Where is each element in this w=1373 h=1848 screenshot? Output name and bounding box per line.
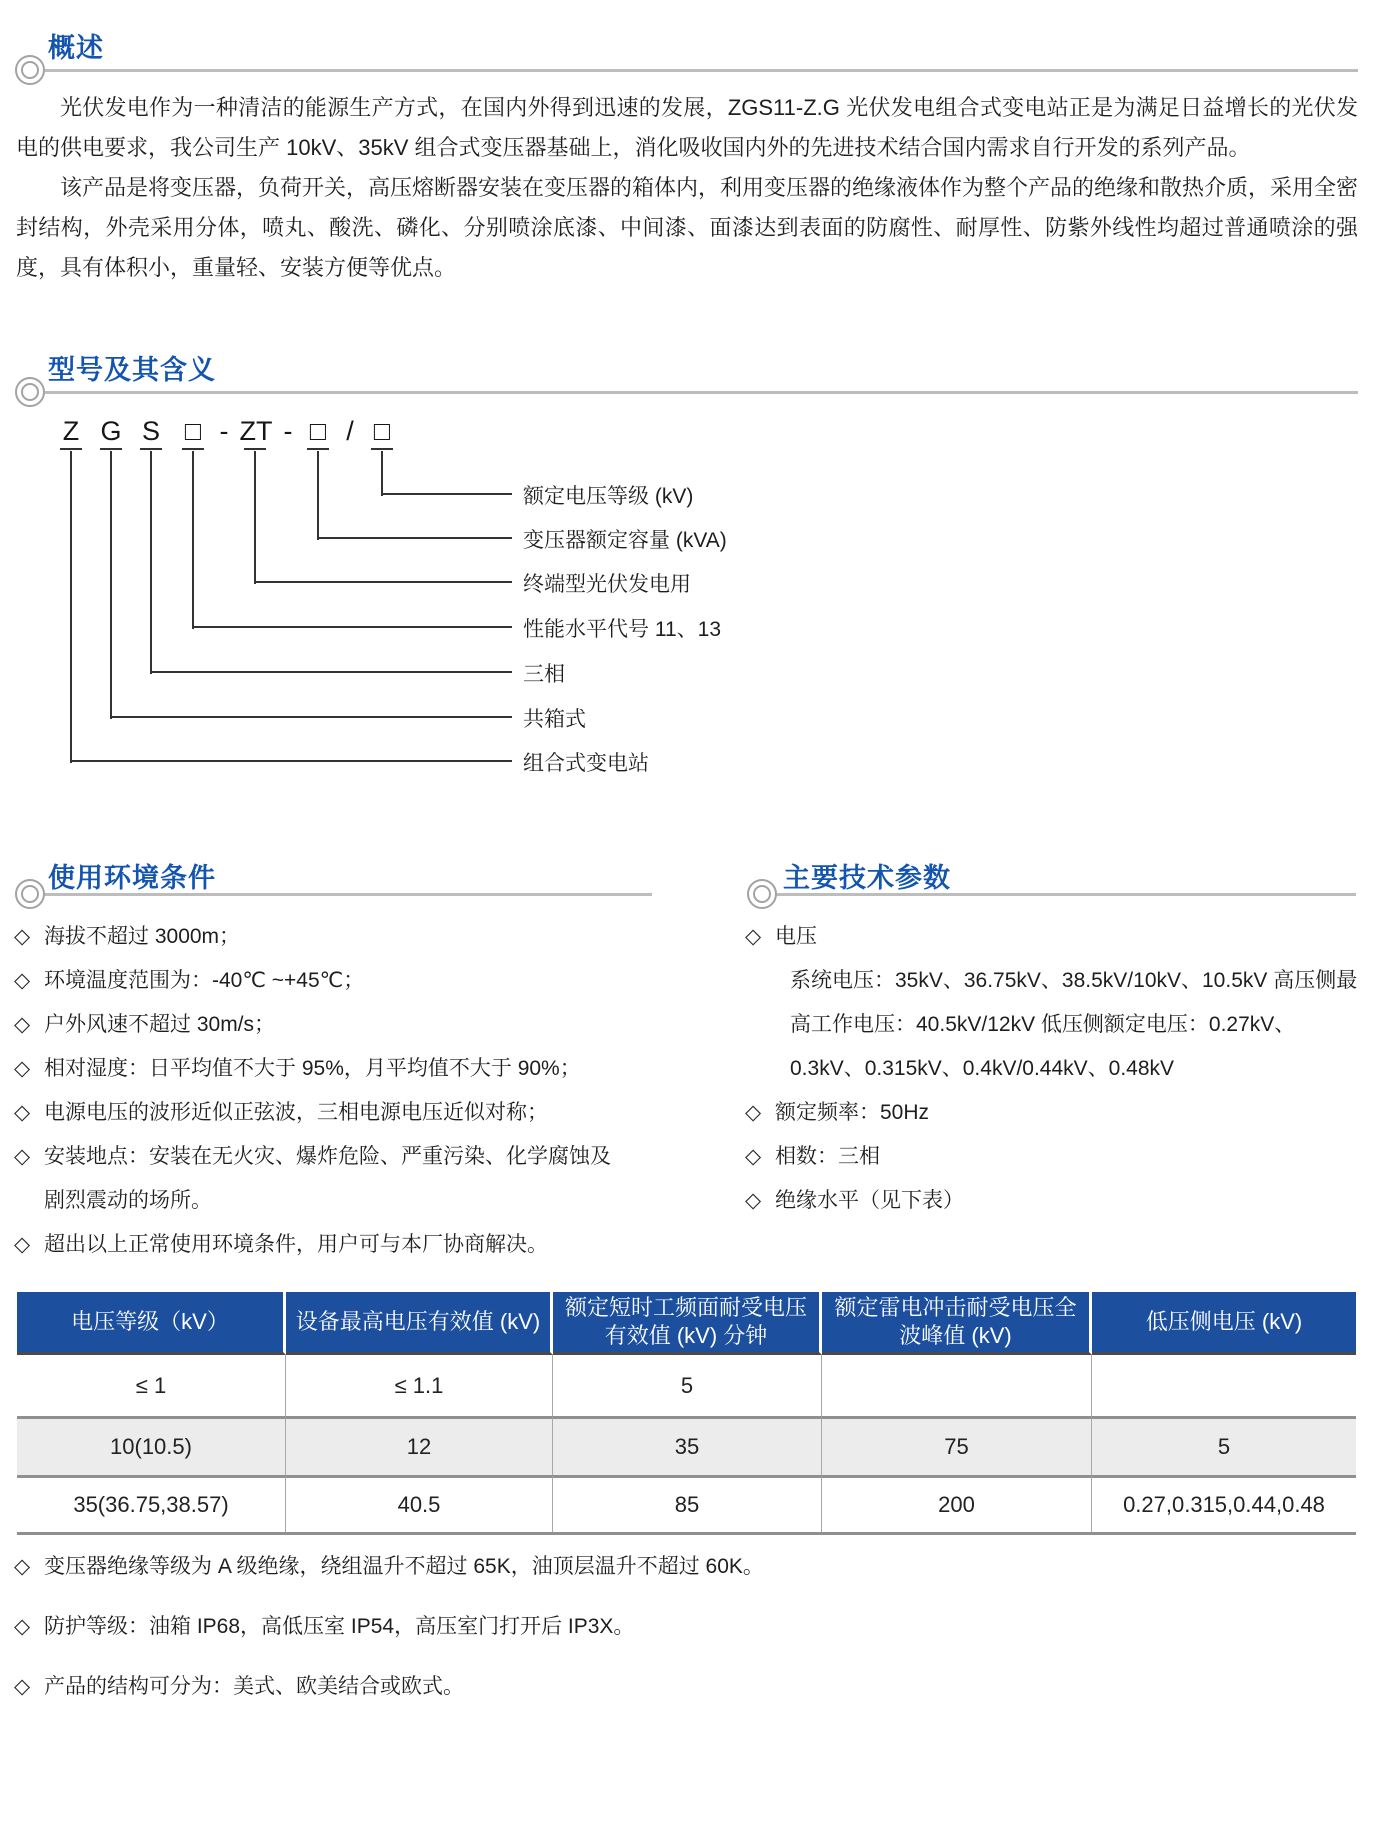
list-item-text: 电源电压的波形近似正弦波，三相电源电压近似对称；: [44, 1101, 548, 1124]
table-cell: 35(36.75,38.57): [17, 1475, 286, 1532]
overview-section-divider: [40, 69, 1358, 72]
list-item-text: 电压: [775, 925, 817, 948]
list-item-text: 超出以上正常使用环境条件，用户可与本厂协商解决。: [44, 1233, 548, 1256]
model-label: 变压器额定容量 (kVA): [523, 529, 727, 552]
overview-paragraph: 光伏发电作为一种清洁的能源生产方式，在国内外得到迅速的发展，ZGS11-Z.G 光伏发电组合式变电站正是为满足日益增长的光伏发电的供电要求，我公司生产 10kV、35kV 组合式变压器基础上，消化吸收国内外的先进技术结合国内需求自行开发的系列产品。: [16, 95, 1358, 160]
connector-line: [317, 451, 319, 540]
connector-line: [317, 537, 512, 539]
ring-inner-circle: [21, 885, 39, 903]
list-item: [14, 959, 662, 1003]
connector-line: [381, 451, 383, 496]
parameters-section-title: 主要技术参数: [783, 863, 951, 893]
list-item: [745, 915, 1359, 959]
table-cell: 5: [1092, 1416, 1356, 1475]
table-cell: 12: [286, 1416, 553, 1475]
model-label: 额定电压等级 (kV): [523, 485, 694, 508]
connector-line: [110, 451, 112, 719]
list-item-text: 户外风速不超过 30m/s；: [44, 1013, 276, 1036]
table-cell: ≤ 1.1: [286, 1355, 553, 1416]
model-code-box: □: [373, 416, 391, 446]
tick-mark: [100, 448, 122, 450]
overview-section-title: 概述: [48, 33, 104, 63]
connector-line: [150, 671, 512, 673]
parameters-section-divider: [775, 893, 1356, 896]
model-label: 终端型光伏发电用: [523, 573, 691, 596]
model-code-part: Z: [62, 416, 80, 446]
list-item-text: 绝缘水平（见下表）: [775, 1189, 964, 1212]
list-item: [745, 1091, 1359, 1135]
list-item: [14, 1135, 662, 1223]
environment-section-title: 使用环境条件: [48, 863, 216, 893]
note-item: [14, 1552, 1354, 1582]
table-header-cell: 额定短时工频面耐受电压有效值 (kV) 分钟: [553, 1292, 822, 1355]
list-item: [14, 915, 662, 959]
list-item-text: 额定频率：50Hz: [775, 1101, 930, 1124]
model-code-part: G: [100, 416, 122, 446]
diamond-bullet-icon: ◇: [745, 1145, 762, 1168]
tick-mark: [140, 448, 162, 450]
model-code-separator: -: [283, 416, 293, 446]
diamond-bullet-icon: ◇: [14, 969, 31, 992]
list-item: [14, 1091, 662, 1135]
model-section-divider: [40, 391, 1358, 394]
tick-mark: [307, 448, 329, 450]
diamond-bullet-icon: ◇: [14, 1675, 31, 1698]
section-ring-icon: [15, 377, 45, 407]
list-item: [14, 1003, 662, 1047]
table-cell: 5: [553, 1355, 822, 1416]
list-item: [14, 1047, 662, 1091]
list-item-text: 安装地点：安装在无火灾、爆炸危险、严重污染、化学腐蚀及剧烈震动的场所。: [44, 1145, 611, 1212]
parameters-list: [745, 915, 1359, 1223]
diamond-bullet-icon: ◇: [745, 1101, 762, 1124]
overview-paragraph: 该产品是将变压器，负荷开关，高压熔断器安装在变压器的箱体内，利用变压器的绝缘液体作为整个产品的绝缘和散热介质，采用全密封结构，外壳采用分体，喷丸、酸洗、磷化、分别喷涂底漆、中间漆、面漆达到表面的防腐性、耐厚性、防紫外线性均超过普通喷涂的强度，具有体积小，重量轻、安装方便等优点。: [16, 175, 1359, 280]
connector-line: [150, 451, 152, 674]
table-header-cell: 额定雷电冲击耐受电压全波峰值 (kV): [822, 1292, 1092, 1355]
diamond-bullet-icon: ◇: [14, 1013, 31, 1036]
overview-paragraphs: [16, 88, 1358, 288]
notes-list: [14, 1552, 1354, 1732]
list-item-text: 相数：三相: [775, 1145, 880, 1168]
diamond-bullet-icon: ◇: [14, 1145, 31, 1168]
diamond-bullet-icon: ◇: [745, 925, 762, 948]
spec-table: [17, 1292, 1356, 1535]
model-code-box: □: [184, 416, 202, 446]
diamond-bullet-icon: ◇: [14, 1615, 31, 1638]
table-cell: ≤ 1: [17, 1355, 286, 1416]
list-item: [745, 1135, 1359, 1179]
model-label: 组合式变电站: [523, 752, 649, 775]
environment-section-divider: [40, 893, 652, 896]
connector-line: [70, 760, 512, 762]
model-code-part: ZT: [239, 416, 273, 446]
model-code-separator: -: [219, 416, 229, 446]
diamond-bullet-icon: ◇: [14, 925, 31, 948]
note-item: [14, 1612, 1354, 1642]
note-text: 变压器绝缘等级为 A 级绝缘，绕组温升不超过 65K，油顶层温升不超过 60K。: [44, 1555, 764, 1578]
connector-line: [254, 451, 256, 584]
model-label: 共箱式: [523, 708, 586, 731]
table-cell: 0.27,0.315,0.44,0.48: [1092, 1475, 1356, 1532]
list-item-text: 相对湿度：日平均值不大于 95%，月平均值不大于 90%；: [44, 1057, 581, 1080]
table-cell: 85: [553, 1475, 822, 1532]
ring-inner-circle: [753, 885, 771, 903]
table-cell: [822, 1355, 1092, 1416]
list-item: [745, 1179, 1359, 1223]
tick-mark: [244, 448, 266, 450]
table-header-cell: 低压侧电压 (kV): [1092, 1292, 1356, 1355]
diamond-bullet-icon: ◇: [14, 1555, 31, 1578]
connector-line: [192, 626, 512, 628]
model-code-part: S: [141, 416, 161, 446]
model-code-separator: /: [346, 416, 354, 446]
tick-mark: [371, 448, 393, 450]
model-code-box: □: [309, 416, 327, 446]
table-cell: 200: [822, 1475, 1092, 1532]
model-label: 三相: [523, 663, 565, 686]
model-label: 性能水平代号 11、13: [523, 618, 721, 641]
table-header-cell: 电压等级（kV）: [17, 1292, 286, 1355]
note-item: [14, 1672, 1354, 1702]
tick-mark: [182, 448, 204, 450]
note-text: 产品的结构可分为：美式、欧美结合或欧式。: [44, 1675, 464, 1698]
table-cell: 10(10.5): [17, 1416, 286, 1475]
model-section-title: 型号及其含义: [48, 355, 216, 385]
diamond-bullet-icon: ◇: [745, 1189, 762, 1212]
ring-inner-circle: [21, 61, 39, 79]
connector-line: [110, 716, 512, 718]
connector-line: [192, 451, 194, 629]
section-ring-icon: [15, 879, 45, 909]
table-cell: 40.5: [286, 1475, 553, 1532]
section-ring-icon: [15, 55, 45, 85]
table-cell: 75: [822, 1416, 1092, 1475]
environment-list: [14, 915, 662, 1267]
list-item-text: 环境温度范围为：-40℃ ~+45℃；: [44, 969, 365, 992]
section-ring-icon: [747, 879, 777, 909]
table-cell: [1092, 1355, 1356, 1416]
list-item: [14, 1223, 662, 1267]
diamond-bullet-icon: ◇: [14, 1057, 31, 1080]
ring-inner-circle: [21, 383, 39, 401]
voltage-detail-text: 系统电压：35kV、36.75kV、38.5kV/10kV、10.5kV 高压侧最高工作电压：40.5kV/12kV 低压侧额定电压：0.27kV、0.3kV、0.315kV、0.4kV/0.44kV、0.48kV: [790, 969, 1358, 1080]
connector-line: [381, 493, 512, 495]
connector-line: [70, 451, 72, 763]
table-header-cell: 设备最高电压有效值 (kV): [286, 1292, 553, 1355]
diamond-bullet-icon: ◇: [14, 1101, 31, 1124]
connector-line: [254, 581, 512, 583]
table-cell: 35: [553, 1416, 822, 1475]
tick-mark: [60, 448, 82, 450]
list-item-text: 海拔不超过 3000m；: [44, 925, 241, 948]
note-text: 防护等级：油箱 IP68，高低压室 IP54，高压室门打开后 IP3X。: [44, 1615, 635, 1638]
diamond-bullet-icon: ◇: [14, 1233, 31, 1256]
